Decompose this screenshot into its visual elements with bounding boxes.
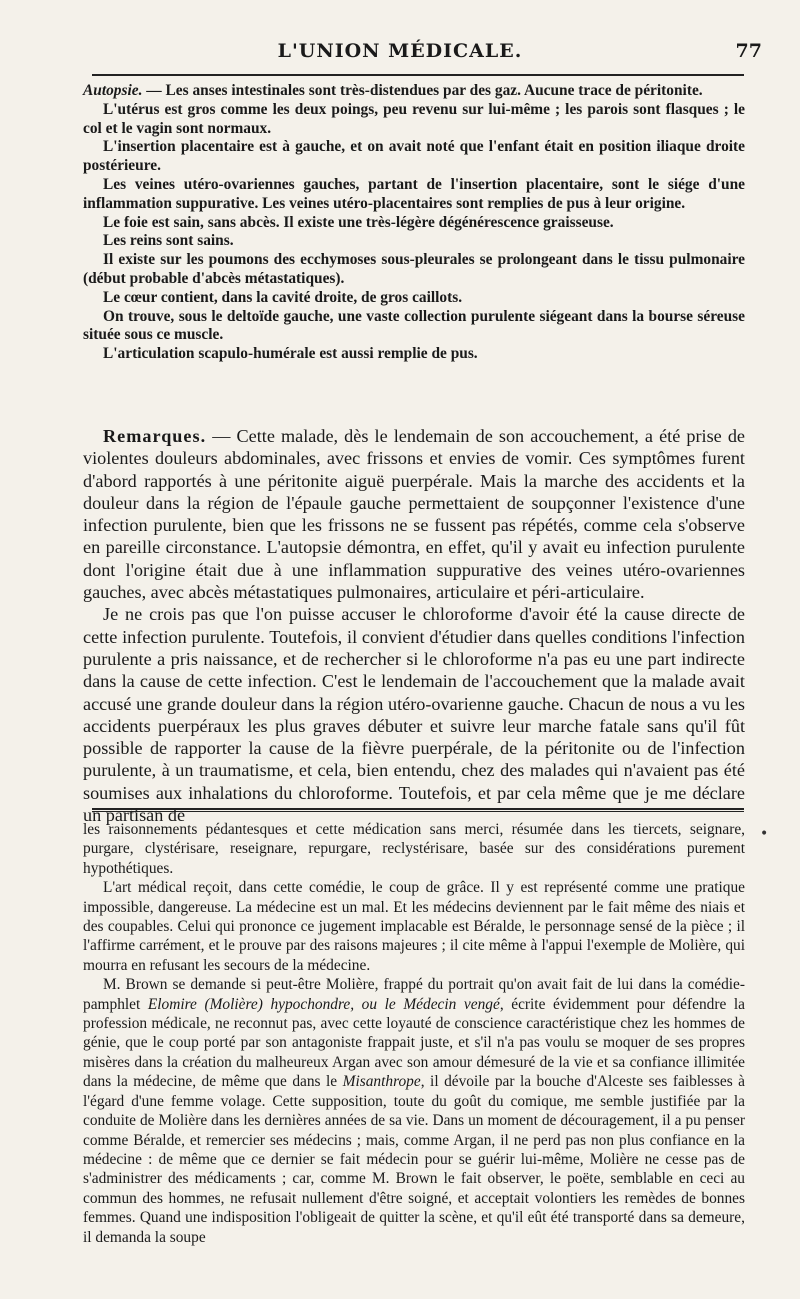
autopsy-section: [83, 82, 745, 364]
feuilleton-rule: [92, 808, 744, 812]
autopsy-paragraph: L'articulation scapulo-humérale est aussi remplie de pus.: [103, 345, 478, 363]
feuilleton-text: , écrite évidemment pour défendre la profession médicale, ne reconnut pas, avec cette loyauté de conscience caractéristique chez les hommes de génie, que le coup porté par son antagoniste frappait juste, et s'il n'a pas voulu se moquer de ses propres misères dans la création du malheureux Argan avec son amour démesuré de la vie et sa confiance illimitée dans la médecine, de même que dans le: [83, 995, 745, 1091]
autopsy-dash: —: [142, 82, 166, 99]
header-rule: [92, 74, 744, 76]
feuilleton-section: [83, 820, 745, 1247]
work-title: Elomire (Molière) hypochondre, ou le Médecin vengé: [147, 995, 500, 1013]
running-title: L'UNION MÉDICALE.: [277, 40, 523, 62]
autopsy-paragraph: Les reins sont sains.: [103, 232, 234, 250]
autopsy-paragraph: L'utérus est gros comme les deux poings, peu revenu sur lui-même ; les parois sont flasques ; le col et le vagin sont normaux.: [83, 100, 745, 137]
remarks-paragraph: Je ne crois pas que l'on puisse accuser le chloroforme d'avoir été la cause directe de cette infection purulente. Toutefois, il convient d'étudier dans quelles conditions l'infection purulente a pris naissance, et de rechercher si le chloroforme n'a pas eu une part indirecte dans la cause de cette infection. C'est le lendemain de l'accouchement que la malade avait accusé une grande douleur dans la région utéro-ovarienne gauche. Chacun de nous a vu les accidents puerpéraux les plus graves débuter et suivre leur marche fatale sans qu'il fût possible de rapporter la cause de la fièvre puerpérale, de la péritonite ou de l'infection purulente, à un traumatisme, et cela, bien entendu, chez des malades qui n'avaient pas été soumises aux inhalations du chloroforme. Toutefois, et par cela même que je me déclare un partisan de: [83, 604, 745, 826]
remarks-text: Cette malade, dès le lendemain de son accouchement, a été prise de violentes douleurs abdominales, avec frissons et envies de vomir. Ces symptômes furent d'abord rapportés à une péritonite aiguë puerpérale. Mais la marche des accidents et la douleur dans la région de l'épaule gauche permettaient de soupçonner l'existence d'une infection purulente, bien que les frissons ne se fussent pas répétés, comme cela s'observe en pareille circonstance. L'autopsie démontra, en effet, qu'il y avait eu infection purulente dont l'origine était due à une inflammation suppurative des veines utéro-ovariennes gauches, avec abcès métastatiques pulmonaires, articulaire et péri-articulaire.: [83, 426, 746, 603]
remarks-paragraph: [83, 425, 745, 603]
autopsy-paragraph: Le foie est sain, sans abcès. Il existe une très-légère dégénérescence graisseuse.: [103, 213, 614, 231]
autopsy-paragraph: On trouve, sous le deltoïde gauche, une vaste collection purulente siégeant dans la bourse séreuse située sous ce muscle.: [83, 307, 745, 344]
autopsy-label: Autopsie.: [83, 82, 143, 99]
feuilleton-paragraph: L'art médical reçoit, dans cette comédie, le coup de grâce. Il y est représenté comme une pratique impossible, dangereuse. La médecine est un mal. Et les médecins deviennent par le fait même des niais et des coupables. Celui qui prononce ce jugement implacable est Béralde, le personnage sensé de la pièce ; il l'affirme carrément, et le prouve par des raisons majeures ; il cite même à l'appui l'exemple de Molière, qui mourra en refusant les secours de la médecine.: [83, 879, 745, 974]
autopsy-paragraph: Il existe sur les poumons des ecchymoses sous-pleurales se prolongeant dans le tissu pulmonaire (début probable d'abcès métastatiques).: [83, 251, 745, 287]
autopsy-paragraph: Les veines utéro-ovariennes gauches, partant de l'insertion placentaire, sont le siége d'une inflammation suppurative. Les veines utéro-placentaires sont remplies de pus à leur origine.: [83, 175, 745, 212]
autopsy-paragraph: Le cœur contient, dans la cavité droite, de gros caillots.: [103, 288, 463, 306]
remarks-dash: —: [206, 426, 237, 446]
autopsy-paragraph: L'insertion placentaire est à gauche, et on avait noté que l'enfant était en position iliaque droite postérieure.: [83, 138, 745, 175]
autopsy-line: Les anses intestinales sont très-distendues par des gaz. Aucune trace de péritonite.: [165, 82, 703, 99]
page-number: 77: [735, 40, 762, 62]
margin-mark: •: [760, 826, 769, 842]
remarks-section: [83, 425, 745, 826]
remarks-heading: Remarques.: [103, 426, 207, 446]
feuilleton-text: , il dévoile par la bouche d'Alceste ses faiblesses à l'égard d'une femme volage. Cette supposition, toute du goût du comique, me semble justifiée par la conduite de Molière dans les dernières années de sa vie. Dans un moment de découragement, il a pu penser comme Béralde, et remercier ses médecins ; mais, comme Argan, il ne perd pas non plus confiance en la médecine : de même que ce dernier se fait médecin pour se guérir lui-même, Molière ne cesse pas de s'administrer des médicaments ; car, comme M. Brown le fait observer, le poëte, semblable en ceci au commun des hommes, ne refusait nullement d'être soigné, et acceptait volontiers les remèdes de bonnes femmes. Quand une indisposition l'obligeait de quitter la scène, et qu'il eût été transporté dans sa demeure, il demanda la soupe: [83, 1073, 746, 1246]
feuilleton-paragraph: les raisonnements pédantesques et cette médication sans merci, résumée dans les tiercets, seignare, purgare, clystérisare, reseignare, repurgare, reclystérisare, basée sur des considérations purement hypothétiques.: [83, 821, 745, 877]
page-header: [0, 34, 800, 70]
feuilleton-paragraph: [83, 975, 745, 1247]
work-title: Misanthrope: [342, 1073, 421, 1091]
autopsy-paragraph: [83, 82, 745, 101]
feuilleton-text: M. Brown se demande si peut-être Molière, frappé du portrait qu'on avait fait de lui dans la comédie-pamphlet: [83, 976, 745, 1013]
